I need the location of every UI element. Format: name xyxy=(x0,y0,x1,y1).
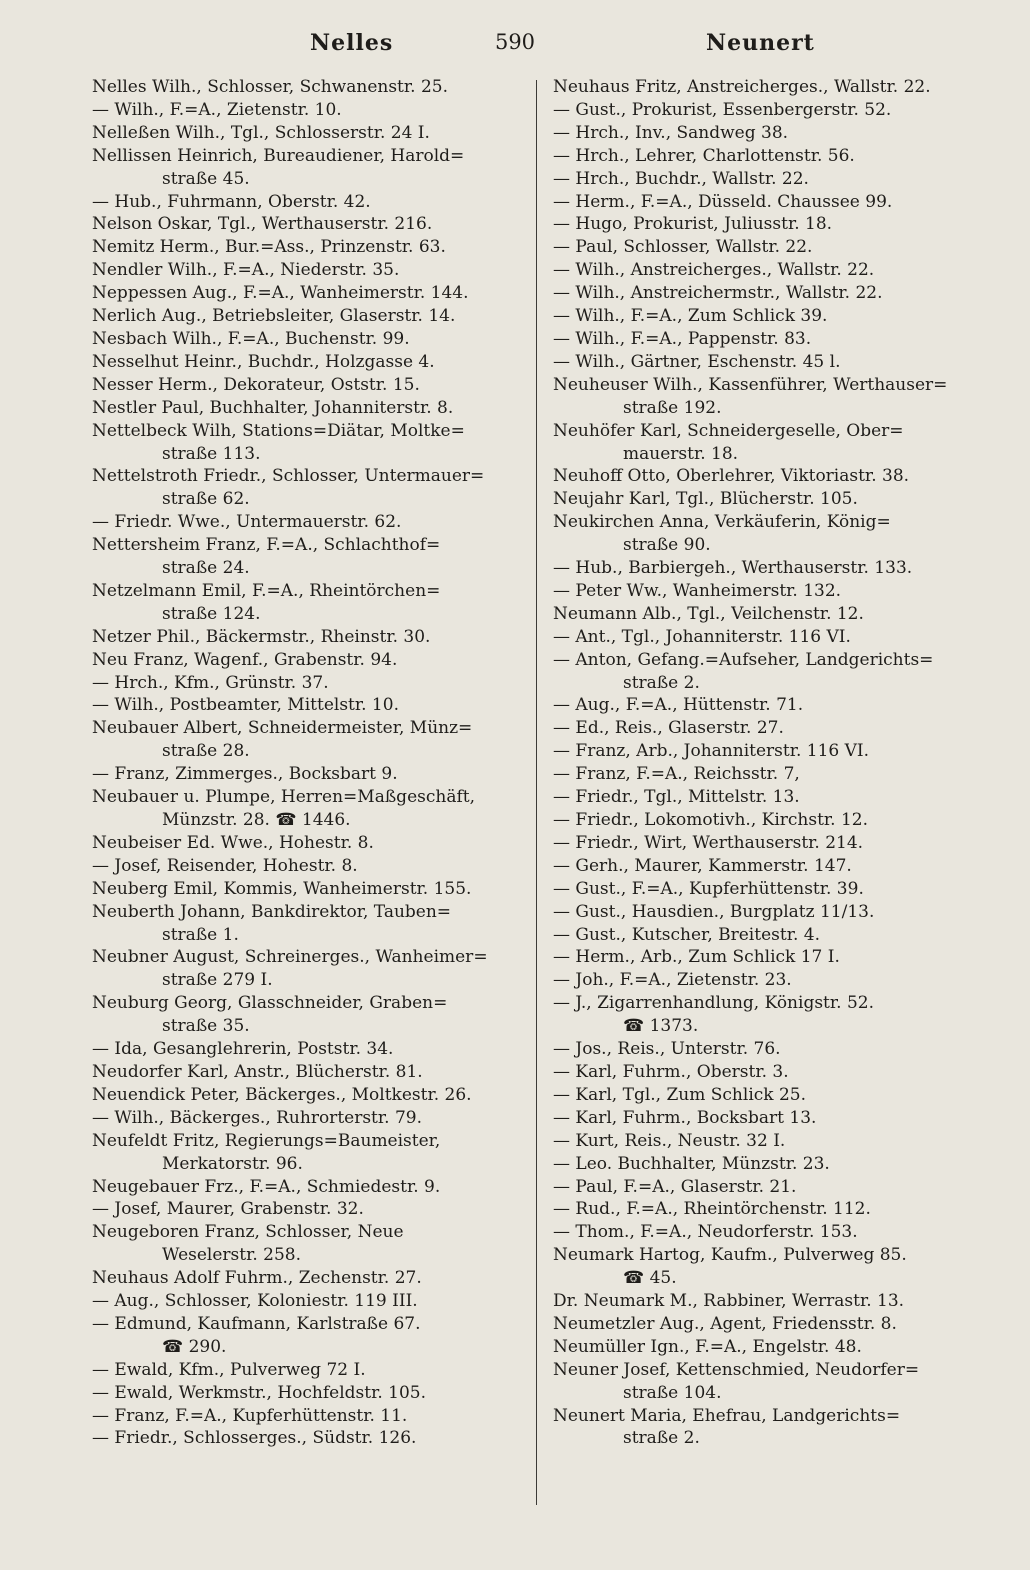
entry-continuation: Weselerstr. 258. xyxy=(162,1245,302,1266)
entry-continuation: ☎ 45. xyxy=(623,1268,677,1289)
directory-entry: Neuhoff Otto, Oberlehrer, Viktoriastr. 38. xyxy=(553,466,910,487)
directory-entry: — Paul, F.=A., Glaserstr. 21. xyxy=(553,1176,797,1197)
directory-entry: Nesbach Wilh., F.=A., Buchenstr. 99. xyxy=(92,328,410,349)
entry-continuation: straße 1. xyxy=(162,924,239,945)
directory-entry: — Paul, Schlosser, Wallstr. 22. xyxy=(553,237,813,258)
directory-entry: — Wilh., F.=A., Zietenstr. 10. xyxy=(92,99,342,120)
directory-entry: — Ed., Reis., Glaserstr. 27. xyxy=(553,718,784,739)
directory-entry: Nellissen Heinrich, Bureaudiener, Harold= xyxy=(92,145,465,166)
directory-entry: Nettelstroth Friedr., Schlosser, Untermauer= xyxy=(92,466,485,487)
directory-entry: Nettelbeck Wilh, Stations=Diätar, Moltke= xyxy=(92,420,465,441)
directory-entry: — Gust., Prokurist, Essenbergerstr. 52. xyxy=(553,99,892,120)
directory-entry: Nettersheim Franz, F.=A., Schlachthof= xyxy=(92,535,441,556)
directory-entry: — Friedr., Tgl., Mittelstr. 13. xyxy=(553,787,800,808)
directory-entry: Neunert Maria, Ehefrau, Landgerichts= xyxy=(553,1405,901,1426)
directory-entry: — Karl, Tgl., Zum Schlick 25. xyxy=(553,1084,807,1105)
directory-entry: Nelleßen Wilh., Tgl., Schlosserstr. 24 I. xyxy=(92,122,430,143)
entry-continuation: straße 90. xyxy=(623,535,711,556)
left-column xyxy=(92,76,516,1450)
directory-entry: Neugeboren Franz, Schlosser, Neue xyxy=(92,1222,404,1243)
directory-entry: Neugebauer Frz., F.=A., Schmiedestr. 9. xyxy=(92,1176,441,1197)
directory-entry: — Karl, Fuhrm., Bocksbart 13. xyxy=(553,1107,817,1128)
directory-entry: — Hrch., Inv., Sandweg 38. xyxy=(553,122,789,143)
directory-entry: Neumark Hartog, Kaufm., Pulverweg 85. xyxy=(553,1245,907,1266)
directory-entry: — Hrch., Kfm., Grünstr. 37. xyxy=(92,672,329,693)
directory-entry: Neppessen Aug., F.=A., Wanheimerstr. 144. xyxy=(92,283,469,304)
entry-continuation: straße 35. xyxy=(162,1016,250,1037)
directory-entry: — Hugo, Prokurist, Juliusstr. 18. xyxy=(553,214,833,235)
directory-entry: Neuhaus Adolf Fuhrm., Zechenstr. 27. xyxy=(92,1268,422,1289)
directory-entry: — Ewald, Werkmstr., Hochfeldstr. 105. xyxy=(92,1382,427,1403)
entry-continuation: mauerstr. 18. xyxy=(623,443,739,464)
directory-entry: Neuendick Peter, Bäckerges., Moltkestr. 26. xyxy=(92,1084,472,1105)
directory-entry: Neuberg Emil, Kommis, Wanheimerstr. 155. xyxy=(92,878,472,899)
directory-entry: — Hub., Barbiergeh., Werthauserstr. 133. xyxy=(553,558,913,579)
directory-entry: Nelles Wilh., Schlosser, Schwanenstr. 25. xyxy=(92,77,448,97)
entry-continuation: Münzstr. 28. ☎ 1446. xyxy=(162,810,351,830)
directory-entry: Neu Franz, Wagenf., Grabenstr. 94. xyxy=(92,649,398,670)
directory-entry: — Josef, Reisender, Hohestr. 8. xyxy=(92,855,358,876)
directory-entry: — Edmund, Kaufmann, Karlstraße 67. xyxy=(92,1313,421,1334)
directory-entry: — Karl, Fuhrm., Oberstr. 3. xyxy=(553,1061,789,1082)
entry-continuation: ☎ 290. xyxy=(162,1336,227,1357)
directory-entry: — Joh., F.=A., Zietenstr. 23. xyxy=(553,970,792,991)
directory-entry: — J., Zigarrenhandlung, Königstr. 52. xyxy=(553,993,874,1014)
directory-entry: — Herm., Arb., Zum Schlick 17 I. xyxy=(553,947,840,968)
directory-entry: — Wilh., Gärtner, Eschenstr. 45 l. xyxy=(553,351,841,372)
directory-entry: — Hrch., Lehrer, Charlottenstr. 56. xyxy=(553,145,855,166)
directory-entry: Nesser Herm., Dekorateur, Oststr. 15. xyxy=(92,374,420,395)
directory-entry: Neuburg Georg, Glasschneider, Graben= xyxy=(92,993,448,1014)
running-head-right: Neunert xyxy=(706,30,815,56)
entry-continuation: straße 45. xyxy=(162,168,250,189)
directory-entry: — Franz, F.=A., Reichsstr. 7, xyxy=(553,764,800,785)
directory-entry: Neubauer Albert, Schneidermeister, Münz= xyxy=(92,718,473,739)
directory-entry: — Josef, Maurer, Grabenstr. 32. xyxy=(92,1199,364,1220)
directory-entry: — Aug., Schlosser, Koloniestr. 119 III. xyxy=(92,1291,418,1312)
directory-entry: — Wilh., F.=A., Zum Schlick 39. xyxy=(553,306,828,327)
directory-entry: — Franz, Arb., Johanniterstr. 116 VI. xyxy=(553,741,870,762)
entry-continuation: ☎ 1373. xyxy=(623,1016,699,1037)
directory-entry: — Friedr. Wwe., Untermauerstr. 62. xyxy=(92,512,402,533)
page-number: 590 xyxy=(494,30,536,54)
directory-entry: Neujahr Karl, Tgl., Blücherstr. 105. xyxy=(553,489,858,510)
directory-entry: — Thom., F.=A., Neudorferstr. 153. xyxy=(553,1222,858,1243)
directory-entry: — Friedr., Lokomotivh., Kirchstr. 12. xyxy=(553,810,869,830)
directory-entry: — Ida, Gesanglehrerin, Poststr. 34. xyxy=(92,1039,394,1060)
directory-entry: Neubner August, Schreinerges., Wanheimer= xyxy=(92,947,488,968)
directory-entry: — Franz, F.=A., Kupferhüttenstr. 11. xyxy=(92,1405,408,1426)
directory-entry: — Hub., Fuhrmann, Oberstr. 42. xyxy=(92,191,371,212)
directory-entry: Nelson Oskar, Tgl., Werthauserstr. 216. xyxy=(92,214,433,235)
directory-entry: Neufeldt Fritz, Regierungs=Baumeister, xyxy=(92,1130,441,1151)
directory-entry: Neuheuser Wilh., Kassenführer, Werthauser= xyxy=(553,374,948,395)
directory-entry: — Rud., F.=A., Rheintörchenstr. 112. xyxy=(553,1199,871,1220)
directory-entry: — Ant., Tgl., Johanniterstr. 116 VI. xyxy=(553,626,851,647)
directory-entry: — Wilh., Anstreicherges., Wallstr. 22. xyxy=(553,260,875,281)
directory-entry: — Wilh., F.=A., Pappenstr. 83. xyxy=(553,328,812,349)
entry-continuation: Merkatorstr. 96. xyxy=(162,1153,303,1174)
directory-entry: Neuhaus Fritz, Anstreicherges., Wallstr. 22. xyxy=(553,77,931,97)
directory-entry: — Anton, Gefang.=Aufseher, Landgerichts= xyxy=(553,649,934,670)
directory-entry: — Gust., Hausdien., Burgplatz 11/13. xyxy=(553,901,875,922)
entry-continuation: straße 104. xyxy=(623,1382,722,1403)
directory-entry: — Jos., Reis., Unterstr. 76. xyxy=(553,1039,781,1060)
directory-entry: Neuhöfer Karl, Schneidergeselle, Ober= xyxy=(553,420,904,441)
entry-continuation: straße 28. xyxy=(162,741,250,762)
directory-entry: Nendler Wilh., F.=A., Niederstr. 35. xyxy=(92,260,400,281)
directory-entry: Dr. Neumark M., Rabbiner, Werrastr. 13. xyxy=(553,1291,905,1312)
directory-entry: Neubauer u. Plumpe, Herren=Maßgeschäft, xyxy=(92,787,475,808)
column-divider xyxy=(536,80,537,1505)
directory-entry: — Hrch., Buchdr., Wallstr. 22. xyxy=(553,168,809,189)
directory-entry: — Kurt, Reis., Neustr. 32 I. xyxy=(553,1130,786,1151)
directory-entry: Neudorfer Karl, Anstr., Blücherstr. 81. xyxy=(92,1061,423,1082)
entry-continuation: straße 192. xyxy=(623,397,722,418)
directory-entry: Neuner Josef, Kettenschmied, Neudorfer= xyxy=(553,1359,920,1380)
directory-entry: — Aug., F.=A., Hüttenstr. 71. xyxy=(553,695,804,716)
directory-entry: Nerlich Aug., Betriebsleiter, Glaserstr. 14. xyxy=(92,306,456,327)
directory-entry: — Friedr., Schlosserges., Südstr. 126. xyxy=(92,1428,417,1449)
right-column xyxy=(553,76,983,1450)
directory-entry: Neumetzler Aug., Agent, Friedensstr. 8. xyxy=(553,1313,897,1334)
directory-entry: — Franz, Zimmerges., Bocksbart 9. xyxy=(92,764,398,785)
directory-entry: — Wilh., Postbeamter, Mittelstr. 10. xyxy=(92,695,399,716)
entry-continuation: straße 62. xyxy=(162,489,250,510)
directory-entry: — Gust., Kutscher, Breitestr. 4. xyxy=(553,924,820,945)
entry-continuation: straße 24. xyxy=(162,558,250,579)
directory-entry: Neukirchen Anna, Verkäuferin, König= xyxy=(553,512,891,533)
directory-entry: — Gerh., Maurer, Kammerstr. 147. xyxy=(553,855,852,876)
entry-continuation: straße 113. xyxy=(162,443,261,464)
directory-entry: — Wilh., Bäckerges., Ruhrorterstr. 79. xyxy=(92,1107,422,1128)
directory-entry: Neubeiser Ed. Wwe., Hohestr. 8. xyxy=(92,832,374,853)
directory-entry: Nesselhut Heinr., Buchdr., Holzgasse 4. xyxy=(92,351,435,372)
directory-entry: Netzelmann Emil, F.=A., Rheintörchen= xyxy=(92,580,441,601)
directory-entry: — Wilh., Anstreichermstr., Wallstr. 22. xyxy=(553,283,883,304)
running-head-left: Nelles xyxy=(310,30,394,56)
directory-entry: Netzer Phil., Bäckermstr., Rheinstr. 30. xyxy=(92,626,431,647)
directory-entry: — Herm., F.=A., Düsseld. Chaussee 99. xyxy=(553,191,893,212)
entry-continuation: straße 124. xyxy=(162,603,261,624)
directory-entry: — Friedr., Wirt, Werthauserstr. 214. xyxy=(553,832,864,853)
directory-entry: Nemitz Herm., Bur.=Ass., Prinzenstr. 63. xyxy=(92,237,446,258)
directory-entry: — Gust., F.=A., Kupferhüttenstr. 39. xyxy=(553,878,864,899)
entry-continuation: straße 279 I. xyxy=(162,970,273,991)
directory-entry: Neumann Alb., Tgl., Veilchenstr. 12. xyxy=(553,603,864,624)
directory-entry: — Ewald, Kfm., Pulverweg 72 I. xyxy=(92,1359,366,1380)
entry-continuation: straße 2. xyxy=(623,1428,700,1449)
directory-entry: Neuberth Johann, Bankdirektor, Tauben= xyxy=(92,901,452,922)
directory-entry: Nestler Paul, Buchhalter, Johanniterstr. 8. xyxy=(92,397,454,418)
directory-entry: — Peter Ww., Wanheimerstr. 132. xyxy=(553,580,842,601)
directory-entry: — Leo. Buchhalter, Münzstr. 23. xyxy=(553,1153,830,1174)
directory-entry: Neumüller Ign., F.=A., Engelstr. 48. xyxy=(553,1336,862,1357)
entry-continuation: straße 2. xyxy=(623,672,700,693)
